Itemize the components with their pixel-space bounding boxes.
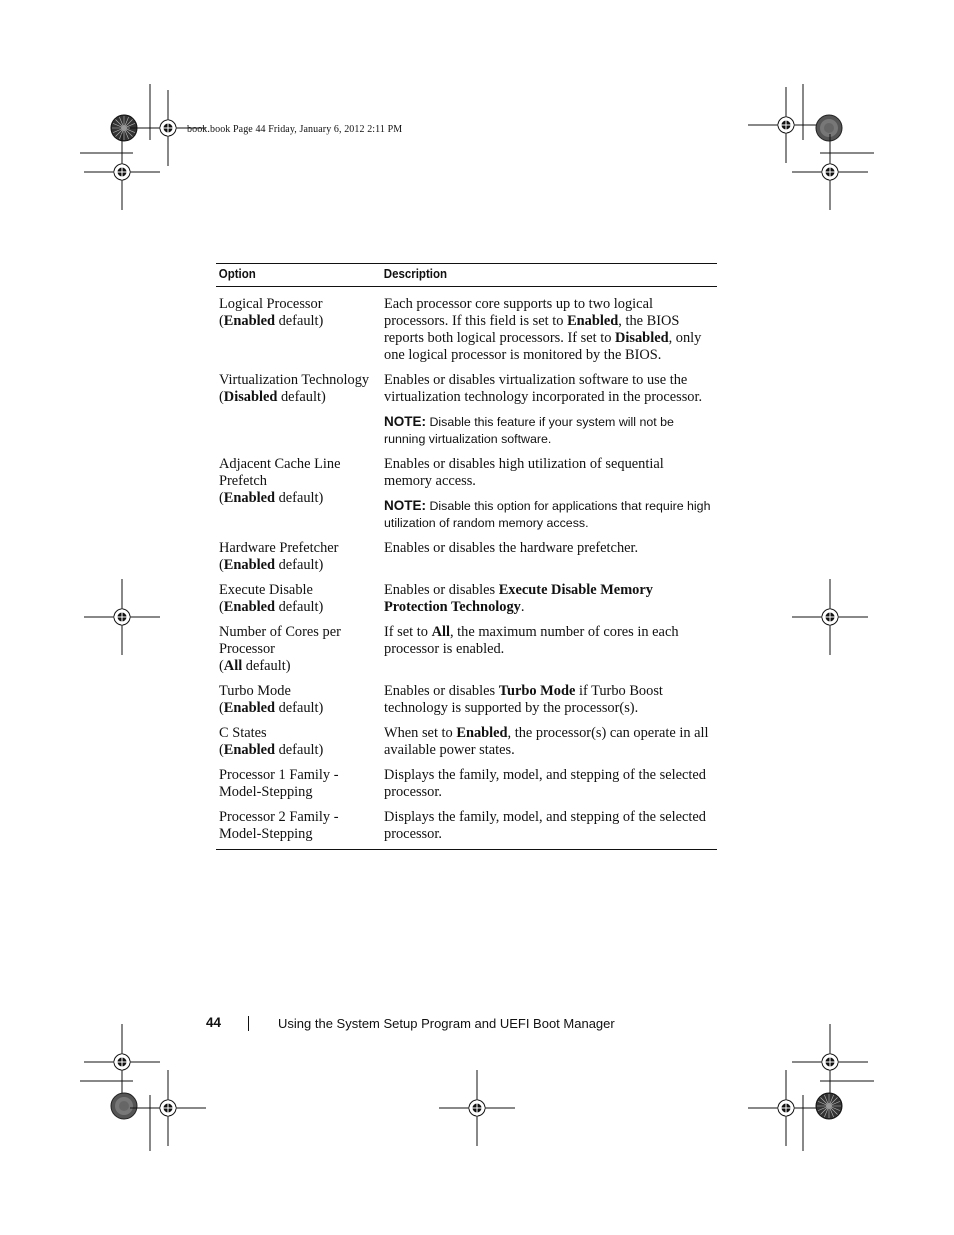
option-cell xyxy=(216,456,381,540)
table-row xyxy=(216,725,717,767)
option-line xyxy=(219,700,378,717)
bios-options-table xyxy=(216,263,717,850)
option-cell xyxy=(216,372,381,456)
option-cell xyxy=(216,809,381,850)
description-text xyxy=(384,683,714,717)
table-row xyxy=(216,683,717,725)
option-default-value: Enabled xyxy=(223,700,275,716)
description-text xyxy=(384,624,714,658)
option-cell xyxy=(216,582,381,624)
option-text: ( xyxy=(219,490,224,506)
option-line xyxy=(219,557,378,574)
option-name: Logical Processor xyxy=(219,296,323,312)
column-header-option: Option xyxy=(216,264,368,287)
option-text: ( xyxy=(219,313,224,329)
description-segment: if Turbo Boost technology is supported by the processor(s). xyxy=(384,683,663,716)
page-footer xyxy=(0,1015,954,1035)
description-cell xyxy=(381,624,717,683)
note xyxy=(384,413,714,448)
option-text: default) xyxy=(275,313,324,329)
option-line xyxy=(219,742,378,759)
description-segment: , only one logical processor is monitored by the BIOS. xyxy=(384,330,702,363)
option-line xyxy=(219,456,378,490)
description-segment: Enables or disables high utilization of sequential memory access. xyxy=(384,456,664,489)
description-segment: , the BIOS reports both logical processors. If set to xyxy=(384,313,680,346)
option-name: Hardware Prefetcher xyxy=(219,540,339,556)
description-text xyxy=(384,540,714,557)
option-default-value: Enabled xyxy=(223,490,275,506)
option-text: ( xyxy=(219,557,224,573)
option-line xyxy=(219,582,378,599)
table-row xyxy=(216,372,717,456)
description-emphasis: Execute Disable Memory Protection Technology xyxy=(384,582,653,615)
option-cell xyxy=(216,683,381,725)
description-cell xyxy=(381,582,717,624)
description-segment: , the maximum number of cores in each processor is enabled. xyxy=(384,624,679,657)
note-label: NOTE: xyxy=(384,414,426,429)
option-line xyxy=(219,389,378,406)
description-segment: Displays the family, model, and stepping of the selected processor. xyxy=(384,809,706,842)
description-segment: Displays the family, model, and stepping of the selected processor. xyxy=(384,767,706,800)
description-cell xyxy=(381,809,717,850)
option-name: Processor 2 Family -Model-Stepping xyxy=(219,809,339,842)
option-name: Number of Cores per Processor xyxy=(219,624,341,657)
table-row xyxy=(216,287,717,373)
option-name: Processor 1 Family -Model-Stepping xyxy=(219,767,339,800)
option-text: default) xyxy=(275,700,324,716)
note-text: Disable this feature if your system will not be running virtualization software. xyxy=(384,415,674,446)
description-segment: When set to xyxy=(384,725,457,741)
description-emphasis: Turbo Mode xyxy=(498,683,576,699)
option-line xyxy=(219,683,378,700)
description-text xyxy=(384,456,714,490)
description-text xyxy=(384,582,714,616)
description-cell xyxy=(381,287,717,373)
description-emphasis: Disabled xyxy=(615,330,669,346)
column-header-description: Description xyxy=(381,264,690,287)
option-text: default) xyxy=(275,742,324,758)
option-text: default) xyxy=(275,490,324,506)
option-default-value: Enabled xyxy=(223,557,275,573)
option-default-value: Enabled xyxy=(223,313,275,329)
chapter-title: Using the System Setup Program and UEFI Boot Manager xyxy=(278,1016,615,1031)
table-row xyxy=(216,540,717,582)
description-segment: . xyxy=(520,599,525,615)
table-header-row xyxy=(216,264,717,287)
option-name: Execute Disable xyxy=(219,582,313,598)
table-row xyxy=(216,767,717,809)
option-line xyxy=(219,624,378,658)
description-cell xyxy=(381,372,717,456)
option-line xyxy=(219,313,378,330)
description-segment: Enables or disables the hardware prefetcher. xyxy=(384,540,639,556)
description-segment: , the processor(s) can operate in all available power states. xyxy=(384,725,709,758)
option-cell xyxy=(216,540,381,582)
description-segment: Enables or disables xyxy=(384,683,499,699)
description-emphasis: Enabled xyxy=(567,313,619,329)
description-cell xyxy=(381,767,717,809)
option-line xyxy=(219,809,378,843)
table-row xyxy=(216,809,717,850)
option-name: Turbo Mode xyxy=(219,683,291,699)
note-label: NOTE: xyxy=(384,498,426,513)
option-line xyxy=(219,296,378,313)
footer-divider xyxy=(248,1016,249,1031)
description-text xyxy=(384,296,714,364)
description-segment: If set to xyxy=(384,624,432,640)
option-name: Adjacent Cache Line Prefetch xyxy=(219,456,341,489)
option-text: ( xyxy=(219,742,224,758)
option-line xyxy=(219,490,378,507)
table-body xyxy=(216,287,717,850)
option-default-value: All xyxy=(223,658,243,674)
option-text: ( xyxy=(219,700,224,716)
option-name: C States xyxy=(219,725,267,741)
description-cell xyxy=(381,540,717,582)
description-cell xyxy=(381,725,717,767)
option-text: ( xyxy=(219,389,224,405)
option-default-value: Enabled xyxy=(223,742,275,758)
option-line xyxy=(219,725,378,742)
options-table xyxy=(216,263,717,850)
option-cell xyxy=(216,624,381,683)
description-emphasis: Enabled xyxy=(456,725,508,741)
description-text xyxy=(384,372,714,406)
table-row xyxy=(216,456,717,540)
option-cell xyxy=(216,287,381,373)
description-emphasis: All xyxy=(431,624,450,640)
description-cell xyxy=(381,683,717,725)
table-row xyxy=(216,624,717,683)
option-text: ( xyxy=(219,599,224,615)
option-line xyxy=(219,767,378,801)
option-default-value: Enabled xyxy=(223,599,275,615)
description-segment: Enables or disables xyxy=(384,582,499,598)
option-text: default) xyxy=(275,557,324,573)
page-number: 44 xyxy=(206,1015,222,1030)
option-line xyxy=(219,540,378,557)
option-line xyxy=(219,372,378,389)
description-text xyxy=(384,725,714,759)
option-line xyxy=(219,599,378,616)
option-name: Virtualization Technology xyxy=(219,372,370,388)
description-segment: Each processor core supports up to two logical processors. If this field is set to xyxy=(384,296,653,329)
description-cell xyxy=(381,456,717,540)
description-segment: Enables or disables virtualization software to use the virtualization technology incorporated in the processor. xyxy=(384,372,703,405)
option-cell xyxy=(216,767,381,809)
note-text: Disable this option for applications that require high utilization of random memory access. xyxy=(384,499,711,530)
table-row xyxy=(216,582,717,624)
print-slug: book.book Page 44 Friday, January 6, 2012 2:11 PM xyxy=(187,124,403,135)
option-text: default) xyxy=(277,389,326,405)
option-default-value: Disabled xyxy=(223,389,278,405)
description-text xyxy=(384,809,714,843)
option-text: ( xyxy=(219,658,224,674)
option-cell xyxy=(216,725,381,767)
option-line xyxy=(219,658,378,675)
note xyxy=(384,497,714,532)
option-text: default) xyxy=(242,658,291,674)
description-text xyxy=(384,767,714,801)
option-text: default) xyxy=(275,599,324,615)
